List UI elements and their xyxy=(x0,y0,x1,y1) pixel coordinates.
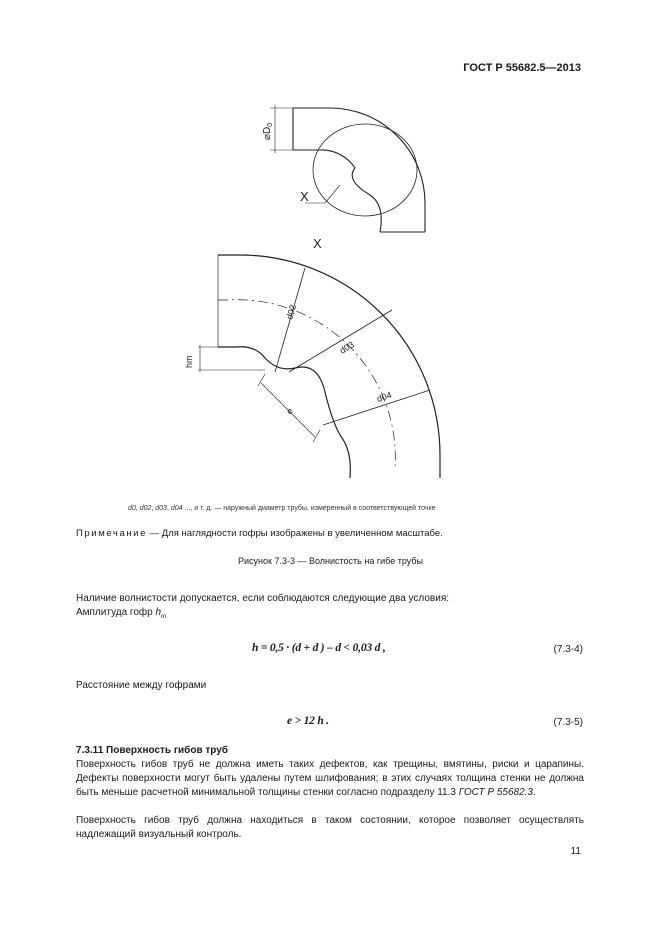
detail-centerline xyxy=(218,300,395,468)
section-title: 7.3.11 Поверхность гибов труб xyxy=(76,745,228,756)
d0-label: $⌀D_0$ xyxy=(262,122,274,140)
d02-label: d02 xyxy=(284,303,299,321)
d03-label: d03 xyxy=(337,339,356,356)
formula-7-3-5-number: (7.3-5) xyxy=(553,717,583,728)
document-header: ГОСТ Р 55682.5—2013 xyxy=(463,62,581,74)
section-paragraph-2: Поверхность гибов труб должна находиться в таком состоянии, которое позволяет осуществлять надлежащий визуальный контроль. xyxy=(76,815,584,840)
detail-outer-wall xyxy=(218,255,440,478)
figure-legend: d0, d02, d03, d04 ..., и т. д. — наружный диаметр трубы, измеренный в соответствующей точке xyxy=(128,505,436,512)
e-label: e xyxy=(284,405,295,417)
hm-label: hm xyxy=(184,355,194,368)
formula-7-3-5: e > 12 h . xyxy=(287,715,329,727)
formula-7-3-4: h = 0,5 · (d + d ) – d < 0,03 d , xyxy=(252,642,386,654)
page-number: 11 xyxy=(570,846,581,857)
figure-caption: Рисунок 7.3-3 — Волнистость на гибе трубы xyxy=(238,556,423,566)
figure-note: Примечание — Для наглядности гофры изображены в увеличенном масштабе. xyxy=(76,528,443,539)
intro-line-2: Амплитуда гофр $h_m$ xyxy=(76,607,167,620)
distance-text: Расстояние между гофрами xyxy=(76,680,207,691)
detail-inner-wall xyxy=(218,347,350,478)
detail-callout-circle xyxy=(313,124,417,216)
d04-label: d04 xyxy=(375,389,393,404)
formula-7-3-4-number: (7.3-4) xyxy=(553,644,583,655)
x-callout-label: X xyxy=(300,189,309,204)
intro-line-1: Наличие волнистости допускается, если соблюдаются следующие два условия: xyxy=(76,593,450,604)
section-paragraph-1: Поверхность гибов труб не должна иметь таких дефектов, как трещины, вмятины, риски и царапины. Дефекты поверхности могут быть удалены путем шлифования; в этих случаях толщина стенки не должна быть меньше расчетной минимальной толщины стенки согласно подразделу 11.3 ГОСТ Р 55682.3. xyxy=(76,759,584,798)
x-detail-label: X xyxy=(313,236,322,251)
